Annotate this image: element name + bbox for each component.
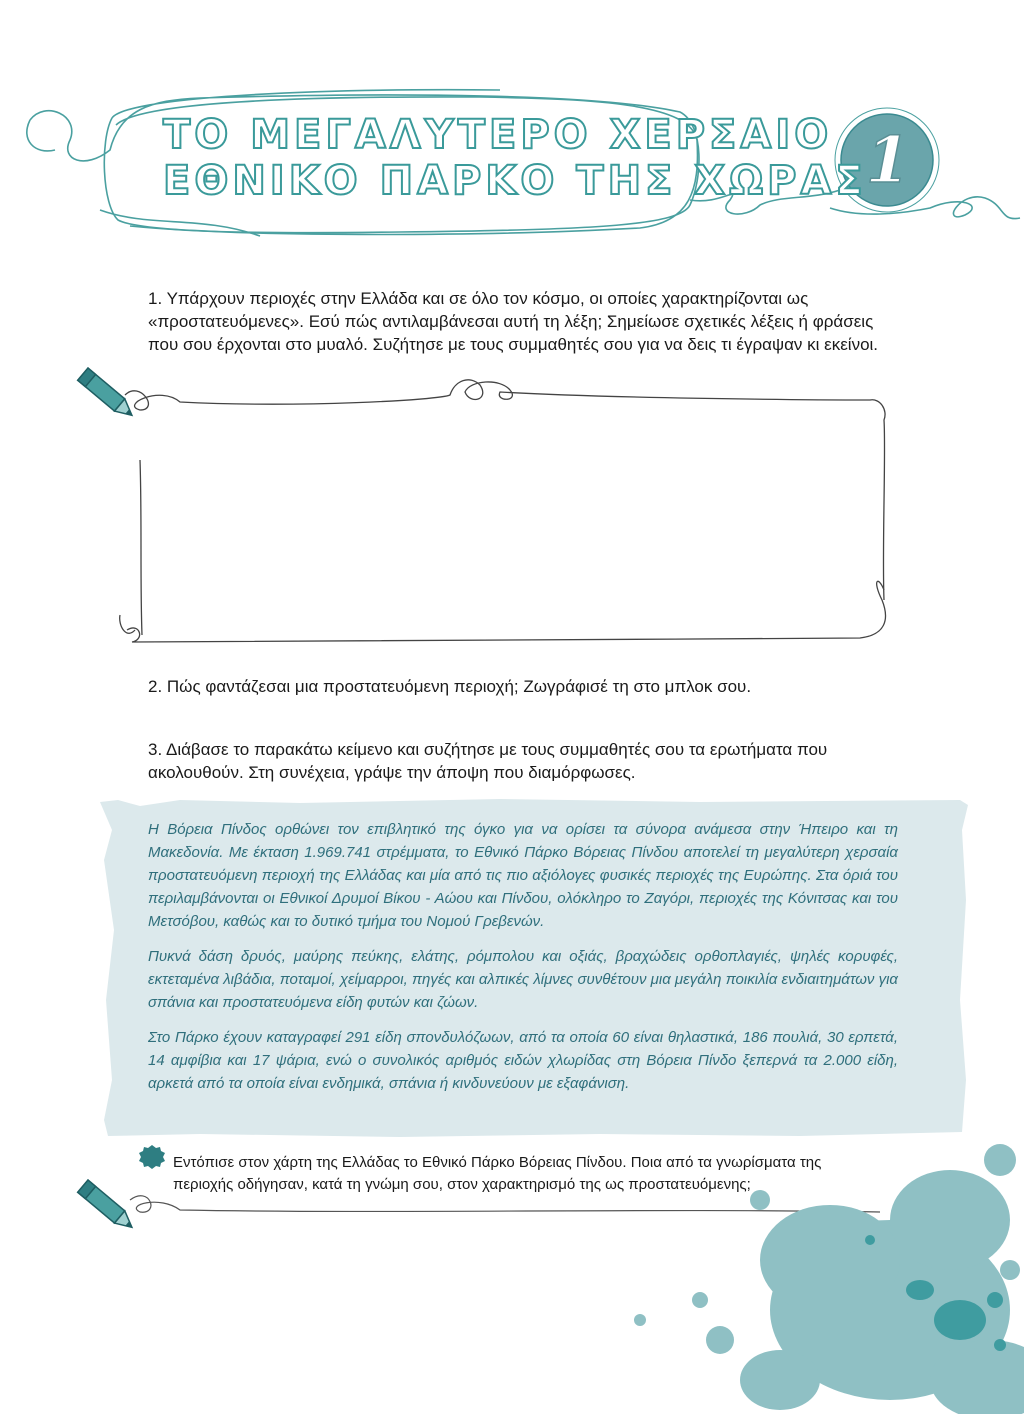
passage-paragraph-1: Η Βόρεια Πίνδος ορθώνει τον επιβλητικό της όγκο για να ορίσει τα σύνορα ανάμεσα στην Ήπειρο και τη Μακεδονία. Με έκταση 1.969.741 στρέμματα, το Εθνικό Πάρκο Βόρειας Πίνδου αποτελεί τη μεγαλύτερη χερσαία προστατευόμενη περιοχή της Ελλάδας και μία από τις πιο αξιόλογες φυσικές περιοχές της Ευρώπης. Στα όριά του περιλαμβάνονται οι Εθνικοί Δρυμοί Βίκου - Αώου και Πίνδου, ολόκληρο το Ζαγόρι, περιοχές της Κόνιτσας και του Μετσόβου, καθώς και το δυτικό τμήμα του Νομού Γρεβενών.: [148, 821, 898, 930]
passage-paragraph-2: Πυκνά δάση δρυός, μαύρης πεύκης, ελάτης, ρόμπολου και οξιάς, βραχώδεις ορθοπλαγιές, ψηλές κορυφές, εκτεταμένα λιβάδια, ποταμοί, χείμαρροι, πηγές και αλπικές λίμνες συνθέτουν μια μεγάλη ποικιλία ενδιαιτημάτων για σπάνια και προστατευόμενα είδη φυτών και ζώων.: [148, 948, 898, 1011]
chapter-number: 1: [865, 122, 911, 198]
question-1: 1. Υπάρχουν περιοχές στην Ελλάδα και σε όλο τον κόσμο, οι οποίες χαρακτηρίζονται ως «προστατευόμενες». Εσύ πώς αντιλαμβάνεσαι αυτή τη λέξη; Σημείωσε σχετικές λέξεις ή φράσεις που σου έρχονται στο μυαλό. Συζήτησε με τους συμμαθητές σου για να δεις τι έγραψαν κι εκείνοι.: [148, 289, 879, 354]
answer-box: [120, 380, 886, 642]
pencil-icon: [78, 1180, 137, 1233]
reading-passage: [148, 818, 898, 1107]
question-2: 2. Πώς φαντάζεσαι μια προστατευόμενη περιοχή; Ζωγράφισέ τη στο μπλοκ σου.: [148, 677, 752, 696]
page-title-line-1: ΤΟ ΜΕΓΑΛΥΤΕΡΟ ΧΕΡΣΑΙΟ: [163, 112, 833, 158]
map-task-text: Εντόπισε στον χάρτη της Ελλάδας το Εθνικό Πάρκο Βόρειας Πίνδου. Ποια από τα γνωρίσματα της περιοχής οδήγησαν, κατά τη γνώμη σου, στον χαρακτηρισμό της ως προστατευόμενης;: [173, 1154, 822, 1193]
passage-paragraph-3: Στο Πάρκο έχουν καταγραφεί 291 είδη σπονδυλόζωων, από τα οποία 60 είναι θηλαστικά, 186 πουλιά, 30 ερπετά, 14 αμφίβια και 17 ψάρια, ενώ ο συνολικός αριθμός ειδών χλωρίδας στη Βόρεια Πίνδο ξεπερνά τα 2.000 είδη, αρκετά από τα οποία είναι ενδημικά, σπάνια ή κινδυνεύουν με εξαφάνιση.: [148, 1029, 898, 1092]
pencil-icon: [78, 368, 137, 421]
page-title-line-2: ΕΘΝΙΚΟ ΠΑΡΚΟ ΤΗΣ ΧΩΡΑΣ: [163, 158, 867, 204]
question-3: 3. Διάβασε το παρακάτω κείμενο και συζήτησε με τους συμμαθητές σου τα ερωτήματα που ακολουθούν. Στη συνέχεια, γράψε την άποψη που διαμόρφωσες.: [148, 740, 828, 782]
task-bullet-icon: [139, 1145, 165, 1169]
